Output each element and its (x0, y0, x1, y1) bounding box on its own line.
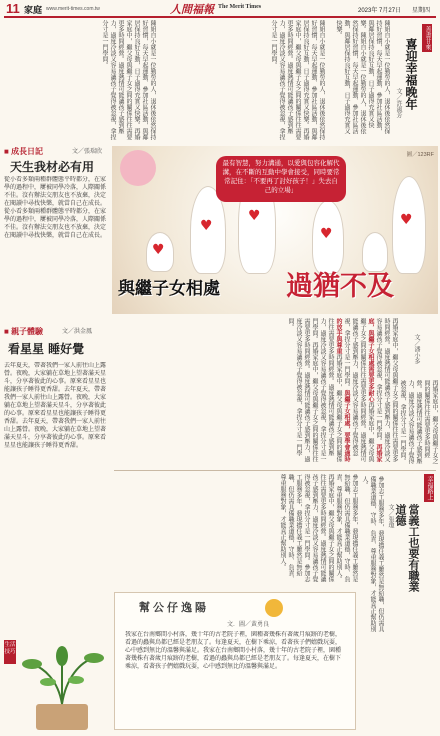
growth-diary-body: 從小看多類兩種群體態平時都分，在家學的過程中，屢被同學冷落，人際關係不佳。沒有辦法交朋友也不放棄，決定在閱讀中尋找快樂，就當自己在成長。從小看多類兩種群體態平時都分，在家學的過程中，屢被同學冷落，人際關係不佳。沒有辦法交朋友也不放棄，決定在閱讀中尋找快樂，就當自己在成長。 (4, 176, 107, 239)
top-mid-article-body: 陳姐自小就是一位勤勞的人，退休後依然保持好習慣，每天早起運動、參加社區活動，與鄰居保持良好互動，日子過得充實又快樂。 (302, 20, 325, 140)
heart-icon: ♥ (320, 226, 333, 242)
parenting-tag: ■ 親子體驗 (4, 327, 44, 336)
growth-diary-byline: 文／張瑞欣 (72, 148, 103, 155)
hero-quote-bubble: 最有智慧，努力溝通，以愛與包容化解代溝，在不斷的互動中學會接受，同時要常常記住：「不要再了討好孩子！」失去自己的立場」 (216, 156, 346, 202)
section-name: 家庭 (24, 6, 43, 16)
growth-diary-section (4, 146, 112, 312)
masthead-english: The Merit Times (218, 4, 262, 10)
sun-icon (265, 599, 283, 617)
top-left-article-text: 陳姐自小就是一位勤勞的人，退休後依然保持好習慣，每天早起運動、參加社區活動，與鄰居保持良好互動，日子過得充實又快樂。再婚家庭中，繼父母與繼子女之間的關係往往需要更多時間經營。過度熱情可能讓孩子感到壓力，過度冷淡又容易讓孩子覺得被忽視，拿捏分寸是一門學問。 (101, 20, 156, 140)
poem-body: 我家在台南鄉間小村落，幾十年的古老院子裡，園種著幾株有著歲月痕跡的老樹，看過的蟲與鳥都已經是老朋友了。每逢夏天，在樹下乘涼，看著孩子們嬉戲玩耍，心中感到無比的溫馨與滿足。我家在台南鄉間小村落，幾十年的古老院子裡，園種著幾株有著歲月痕跡的老樹，看過的蟲與鳥都已經是老朋友了。每逢夏天，在樹下乘涼，看著孩子們嬉戲玩耍，心中感到無比的溫馨與滿足。 (125, 631, 342, 670)
poem-box (114, 592, 356, 730)
top-left-article-body: 陳姐自小就是一位勤勞的人，退休後依然保持好習慣，每天早起運動、參加社區活動，與鄰居保持良好互動，日子過得充實又快樂。 (133, 20, 156, 140)
parenting-byline: 文／洪金鳳 (62, 328, 93, 335)
growth-diary-tag: ■ 成長日記 (4, 147, 44, 156)
top-right-tag: 善書甘來 (424, 26, 430, 50)
top-right-title: 喜迎幸福晚年 (404, 38, 418, 110)
volunteer-title: 當義工也要有職業道德 (394, 504, 420, 592)
masthead-logo: 人間福報 (170, 3, 214, 16)
heart-icon: ♥ (200, 218, 213, 234)
hero-title-left: 與繼子女相處 (118, 279, 220, 298)
issue-weekday: 星期四 (412, 7, 431, 14)
mid-article-right-col: 再婚家庭中，繼父母與繼子女之間的關係往往需要更多時間經營。過度熱情可能讓孩子感到壓力，過度冷淡又容易讓孩子覺得被忽視，拿捏分寸是一門學問。 (399, 380, 438, 464)
growth-diary-title: 天生我材必有用 (10, 160, 95, 174)
plant-illustration (18, 640, 106, 732)
heart-icon: ♥ (248, 208, 261, 224)
top-right-body: 陳姐自小就是一位勤勞的人，退休後依然保持好習慣，每天早起運動、參加社區活動，與鄰居保持良好互動，日子過得充實又快樂。陳姐自小就是一位勤勞的人，退休後依然保持好習慣，每天早起運動、參加社區活動，與鄰居保持良好互動，日子過得充實又快樂。 (335, 20, 390, 134)
page-header (0, 0, 440, 16)
top-right-article (330, 18, 438, 142)
heart-icon: ♥ (152, 242, 165, 258)
volunteer-byline: 文／張瓊 (387, 504, 394, 528)
hero-image-credit: 圖／123RF (406, 152, 434, 158)
mid-article-byline: 文／潘小多 (413, 334, 420, 364)
parenting-section (4, 326, 112, 628)
volunteer-article (358, 474, 438, 640)
pink-bubble-decoration (120, 150, 156, 186)
poem-byline: 文．圖／黃勇良 (227, 621, 270, 628)
heart-icon: ♥ (400, 212, 413, 228)
issue-date: 2023年 7月27日 (358, 8, 402, 14)
life-tips-tag: 生活 技巧 (4, 640, 16, 664)
hero-image (112, 146, 438, 314)
volunteer-body: 參加志工服務多年，發現擔任義工雖然是無給職，但仍需具備職業道德，守時、負責、尊重服務對象，才能真正幫助別人。 (361, 476, 384, 632)
page-number: 11 (6, 1, 20, 16)
website-url[interactable]: www.merit-times.com.tw (46, 6, 100, 12)
divider (114, 470, 436, 471)
parenting-title: 看星星 睡好覺 (8, 342, 85, 356)
bottom-article-text: 參加志工服務多年，發現擔任義工雖然是無給職，但仍需具備職業道德，守時、負責、尊重服務對象，才能真正幫助別人。再婚家庭中，繼父母與繼子女之間的關係往往需要更多時間經營。過度熱情可能讓孩子感到壓力，過度冷淡又容易讓孩子覺得被忽視，拿捏分寸是一門學問。參加志工服務多年，發現擔任義工雖然是無給職，但仍需具備職業道德，守時、負責、尊重服務對象，才能真正幫助別人。 (279, 474, 358, 582)
poem-title: 幫公仔逸陽 (139, 601, 209, 614)
volunteer-tag: 幸福路上 (426, 476, 432, 500)
top-mid-article-text: 陳姐自小就是一位勤勞的人，退休後依然保持好習慣，每天早起運動、參加社區活動，與鄰居保持良好互動，日子過得充實又快樂。再婚家庭中，繼父母與繼子女之間的關係往往需要更多時間經營。過度熱情可能讓孩子感到壓力，過度冷淡又容易讓孩子覺得被忽視，拿捏分寸是一門學問。 (270, 20, 325, 140)
parenting-body: 去年夏天，帶著我們一家人前往山上露營。夜晚，大家躺在草地上望著滿天星斗，分享著彼此的心事。原來看星星也能讓孩子睡得更香甜。去年夏天，帶著我們一家人前往山上露營。夜晚，大家躺在草地上望著滿天星斗，分享著彼此的心事。原來看星星也能讓孩子睡得更香甜。去年夏天，帶著我們一家人前往山上露營。夜晚，大家躺在草地上望著滿天星斗，分享著彼此的心事。原來看星星也能讓孩子睡得更香甜。 (4, 362, 107, 449)
mid-article-text: 再婚家庭中，繼父母與繼子女之間的關係往往需要更多時間經營。過度熱情可能讓孩子感到壓力，過度冷淡又容易讓孩子覺得被忽視，拿捏分寸是一門學問。再婚家庭，與繼子女相處需要更多耐心再婚家庭中，繼父母與繼子女之間的關係往往需要更多時間經營。過度熱情可能讓孩子感到壓力，過度冷淡又容易讓孩子覺得被忽視，拿捏分寸是一門學問。與繼子女相處，要學會適時的放手與尊重再婚家庭中，繼父母與繼子女之間的關係往往需要更多時間經營。過度熱情可能讓孩子感到壓力，過度冷淡又容易讓孩子覺得被忽視，拿捏分寸是一門學問。再婚家庭中，繼父母與繼子女之間的關係往往需要更多時間經營。過度熱情可能讓孩子感到壓力，過度冷淡又容易讓孩子覺得被忽視，拿捏分寸是一門學問。 (287, 318, 398, 462)
hero-title-right: 過猶不及 (286, 271, 394, 301)
top-right-byline: 文／許淑芳 (395, 88, 402, 118)
plant-drawing (18, 640, 106, 732)
